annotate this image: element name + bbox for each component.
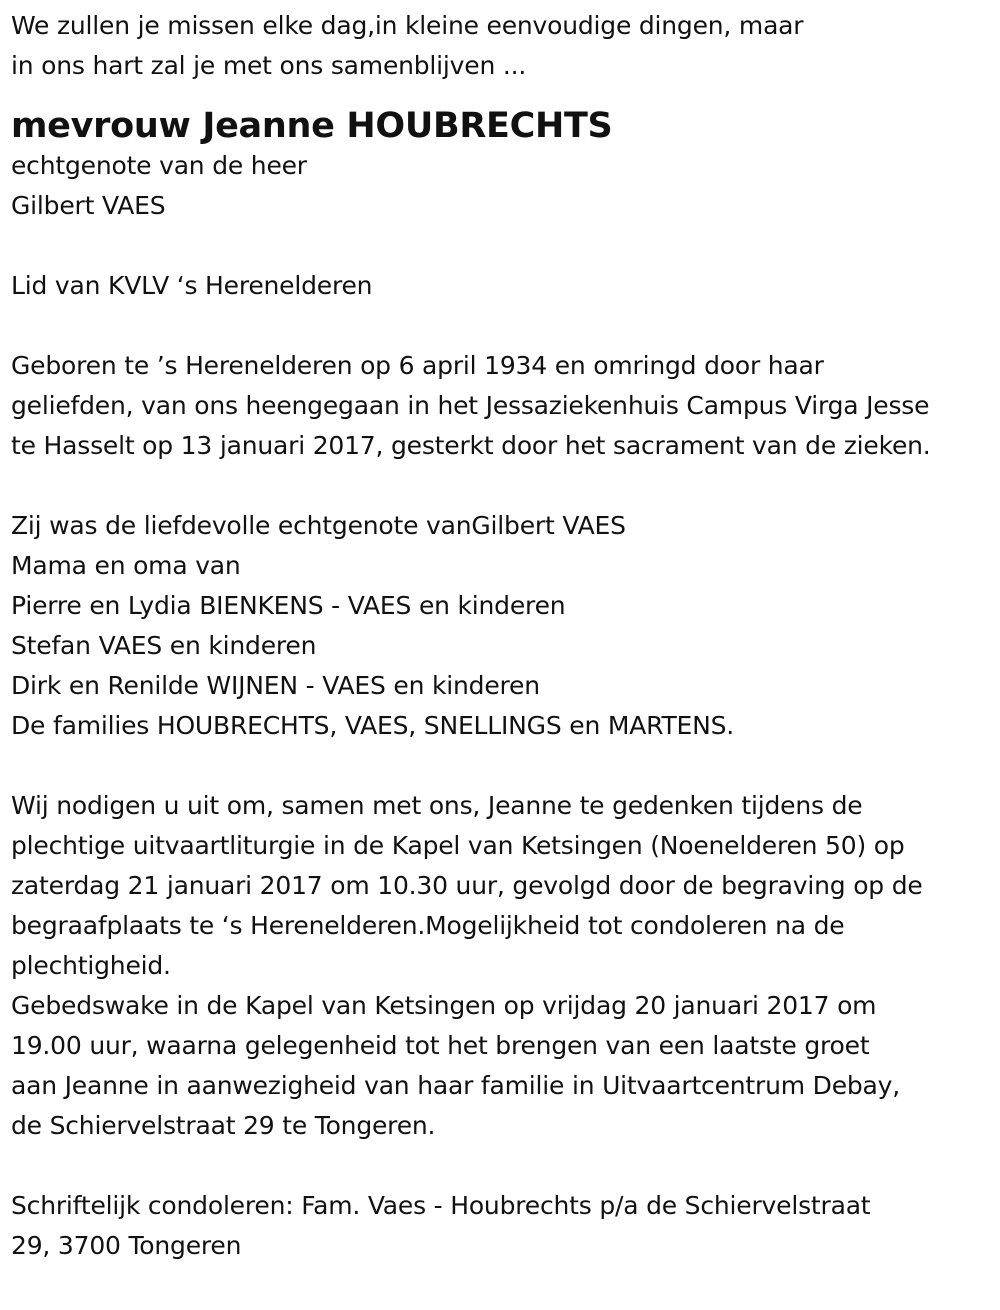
condolence-line: Schriftelijk condoleren: Fam. Vaes - Houbrechts p/a de Schiervelstraat <box>11 1191 871 1220</box>
funeral-line: begraafplaats te ‘s Herenelderen.Mogelijkheid tot condoleren na de <box>11 911 845 940</box>
funeral-line: aan Jeanne in aanwezigheid van haar familie in Uitvaartcentrum Debay, <box>11 1071 901 1100</box>
membership-line: Lid van KVLV ‘s Herenelderen <box>11 271 373 300</box>
family-line: De families HOUBRECHTS, VAES, SNELLINGS en MARTENS. <box>11 711 735 740</box>
obituary-notice <box>11 6 996 1266</box>
deceased-name: mevrouw Jeanne HOUBRECHTS <box>11 106 613 146</box>
condolence-line: 29, 3700 Tongeren <box>11 1231 242 1260</box>
birth-death-line: Geboren te ’s Herenelderen op 6 april 1934 en omringd door haar <box>11 351 824 380</box>
family-line: Dirk en Renilde WIJNEN - VAES en kinderen <box>11 671 540 700</box>
funeral-line: plechtige uitvaartliturgie in de Kapel van Ketsingen (Noenelderen 50) op <box>11 831 905 860</box>
intro-line: in ons hart zal je met ons samenblijven ... <box>11 51 527 80</box>
family-line: Zij was de liefdevolle echtgenote vanGilbert VAES <box>11 511 626 540</box>
funeral-line: plechtigheid. <box>11 951 171 980</box>
family-line: Stefan VAES en kinderen <box>11 631 317 660</box>
funeral-line: Wij nodigen u uit om, samen met ons, Jeanne te gedenken tijdens de <box>11 791 863 820</box>
funeral-line: de Schiervelstraat 29 te Tongeren. <box>11 1111 436 1140</box>
birth-death-line: geliefden, van ons heengegaan in het Jessaziekenhuis Campus Virga Jesse <box>11 391 930 420</box>
spouse-line: Gilbert VAES <box>11 191 166 220</box>
intro-line: We zullen je missen elke dag,in kleine eenvoudige dingen, maar <box>11 11 804 40</box>
funeral-line: 19.00 uur, waarna gelegenheid tot het brengen van een laatste groet <box>11 1031 870 1060</box>
spouse-line: echtgenote van de heer <box>11 151 307 180</box>
family-line: Mama en oma van <box>11 551 241 580</box>
funeral-line: zaterdag 21 januari 2017 om 10.30 uur, gevolgd door de begraving op de <box>11 871 923 900</box>
family-line: Pierre en Lydia BIENKENS - VAES en kinderen <box>11 591 566 620</box>
funeral-line: Gebedswake in de Kapel van Ketsingen op vrijdag 20 januari 2017 om <box>11 991 877 1020</box>
birth-death-line: te Hasselt op 13 januari 2017, gesterkt door het sacrament van de zieken. <box>11 431 931 460</box>
